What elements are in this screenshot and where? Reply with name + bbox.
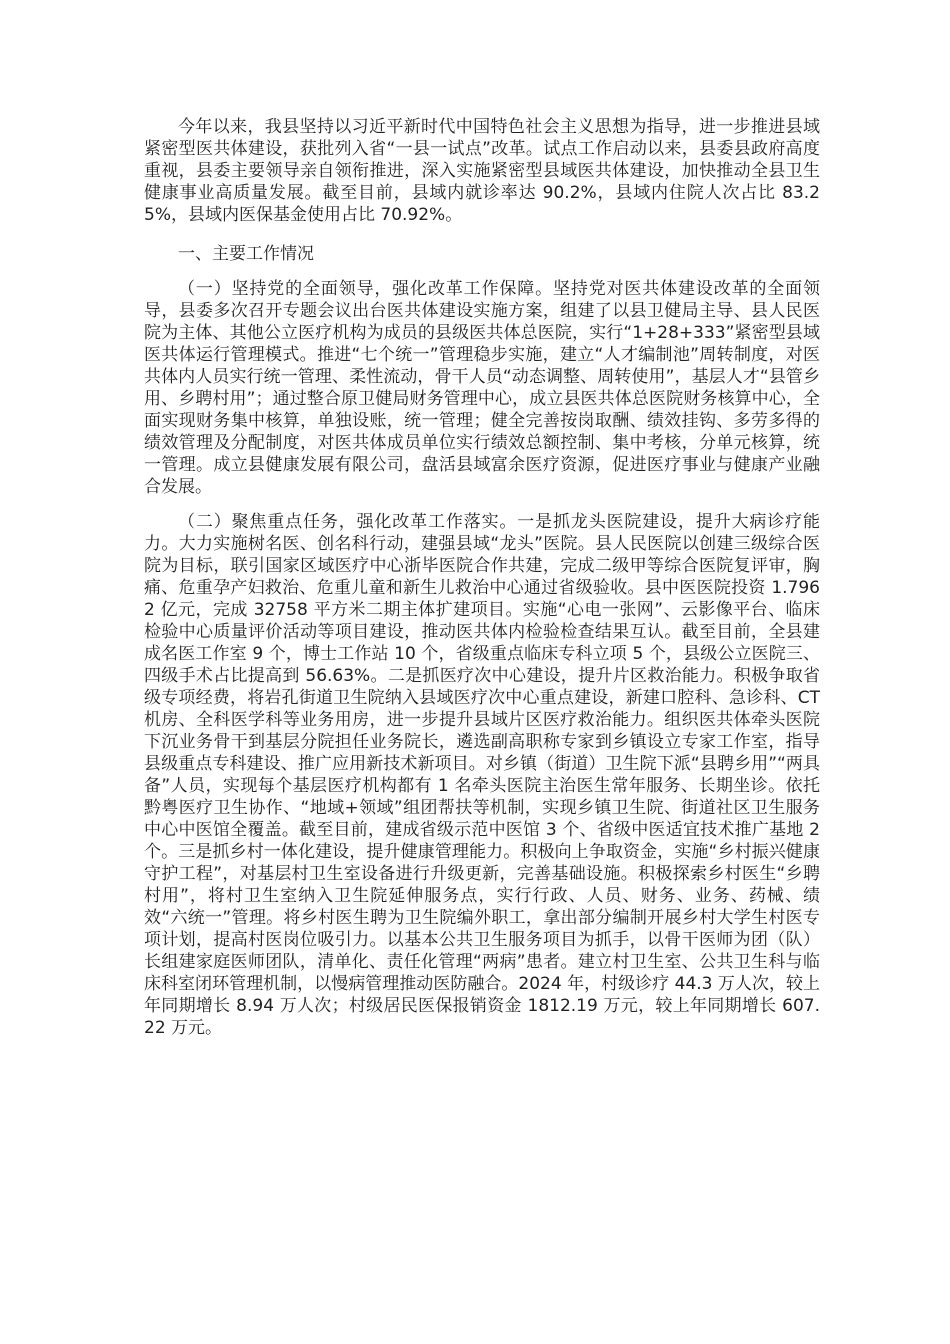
subsection-1-paragraph: （一）坚持党的全面领导，强化改革工作保障。坚持党对医共体建设改革的全面领导，县委多次召开专题会议出台医共体建设实施方案，组建了以县卫健局主导、县人民医院为主体、其他公立医疗机构为成员的县级医共体总医院，实行“1+28+333”紧密型县域医共体运行管理模式。推进“七个统一”管理稳步实施，建立“人才编制池”周转制度，对医共体内人员实行统一管理、柔性流动，骨干人员“动态调整、周转使用”，基层人才“县管乡用、乡聘村用”；通过整合原卫健局财务管理中心，成立县医共体总医院财务核算中心，全面实现财务集中核算，单独设账，统一管理；健全完善按岗取酬、绩效挂钩、多劳多得的绩效管理及分配制度，对医共体成员单位实行绩效总额控制、集中考核，分单元核算，统一管理。成立县健康发展有限公司，盘活县域富余医疗资源，促进医疗事业与健康产业融合发展。: [144, 279, 820, 497]
section-heading: 一、主要工作情况: [178, 244, 314, 264]
document-body: [144, 116, 820, 1039]
intro-paragraph: 今年以来，我县坚持以习近平新时代中国特色社会主义思想为指导，进一步推进县域紧密型医共体建设，获批列入省“一县一试点”改革。试点工作启动以来，县委县政府高度重视，县委主要领导亲自领衔推进，深入实施紧密型县域医共体建设，加快推动全县卫生健康事业高质量发展。截至目前，县域内就诊率达 90.2%，县域内住院人次占比 83.25%，县域内医保基金使用占比 70.92%。: [144, 117, 820, 225]
subsection-2-paragraph: （二）聚焦重点任务，强化改革工作落实。一是抓龙头医院建设，提升大病诊疗能力。大力实施树名医、创名科行动，建强县域“龙头”医院。县人民医院以创建三级综合医院为目标，联引国家区域医疗中心浙毕医院合作共建，完成二级甲等综合医院复评审，胸痛、危重孕产妇救治、危重儿童和新生儿救治中心通过省级验收。县中医医院投资 1.7962 亿元，完成 32758 平方米二期主体扩建项目。实施“心电一张网”、云影像平台、临床检验中心质量评价活动等项目建设，推动医共体内检验检查结果互认。截至目前，全县建成名医工作室 9 个，博士工作站 10 个，省级重点临床专科立项 5 个，县级公立医院三、四级手术占比提高到 56.63%。二是抓医疗次中心建设，提升片区救治能力。积极争取省级专项经费，将岩孔街道卫生院纳入县域医疗次中心重点建设，新建口腔科、急诊科、CT 机房、全科医学科等业务用房，进一步提升县域片区医疗救治能力。组织医共体牵头医院下沉业务骨干到基层分院担任业务院长，遴选副高职称专家到乡镇设立专家工作室，指导县级重点专科建设、推广应用新技术新项目。对乡镇（街道）卫生院下派“县聘乡用”“两具备”人员，实现每个基层医疗机构都有 1 名牵头医院主治医生常年服务、长期坐诊。依托黔粤医疗卫生协作、“地域+领域”组团帮扶等机制，实现乡镇卫生院、街道社区卫生服务中心中医馆全覆盖。截至目前，建成省级示范中医馆 3 个、省级中医适宜技术推广基地 2 个。三是抓乡村一体化建设，提升健康管理能力。积极向上争取资金，实施“乡村振兴健康守护工程”，对基层村卫生室设备进行升级更新，完善基础设施。积极探索乡村医生“乡聘村用”，将村卫生室纳入卫生院延伸服务点，实行行政、人员、财务、业务、药械、绩效“六统一”管理。将乡村医生聘为卫生院编外职工，拿出部分编制开展乡村大学生村医专项计划，提高村医岗位吸引力。以基本公共卫生服务项目为抓手，以骨干医师为团（队）长组建家庭医师团队，清单化、责任化管理“两病”患者。建立村卫生室、公共卫生科与临床科室闭环管理机制，以慢病管理推动医防融合。2024 年，村级诊疗 44.3 万人次，较上年同期增长 8.94 万人次；村级居民医保报销资金 1812.19 万元，较上年同期增长 607.22 万元。: [144, 512, 820, 1038]
